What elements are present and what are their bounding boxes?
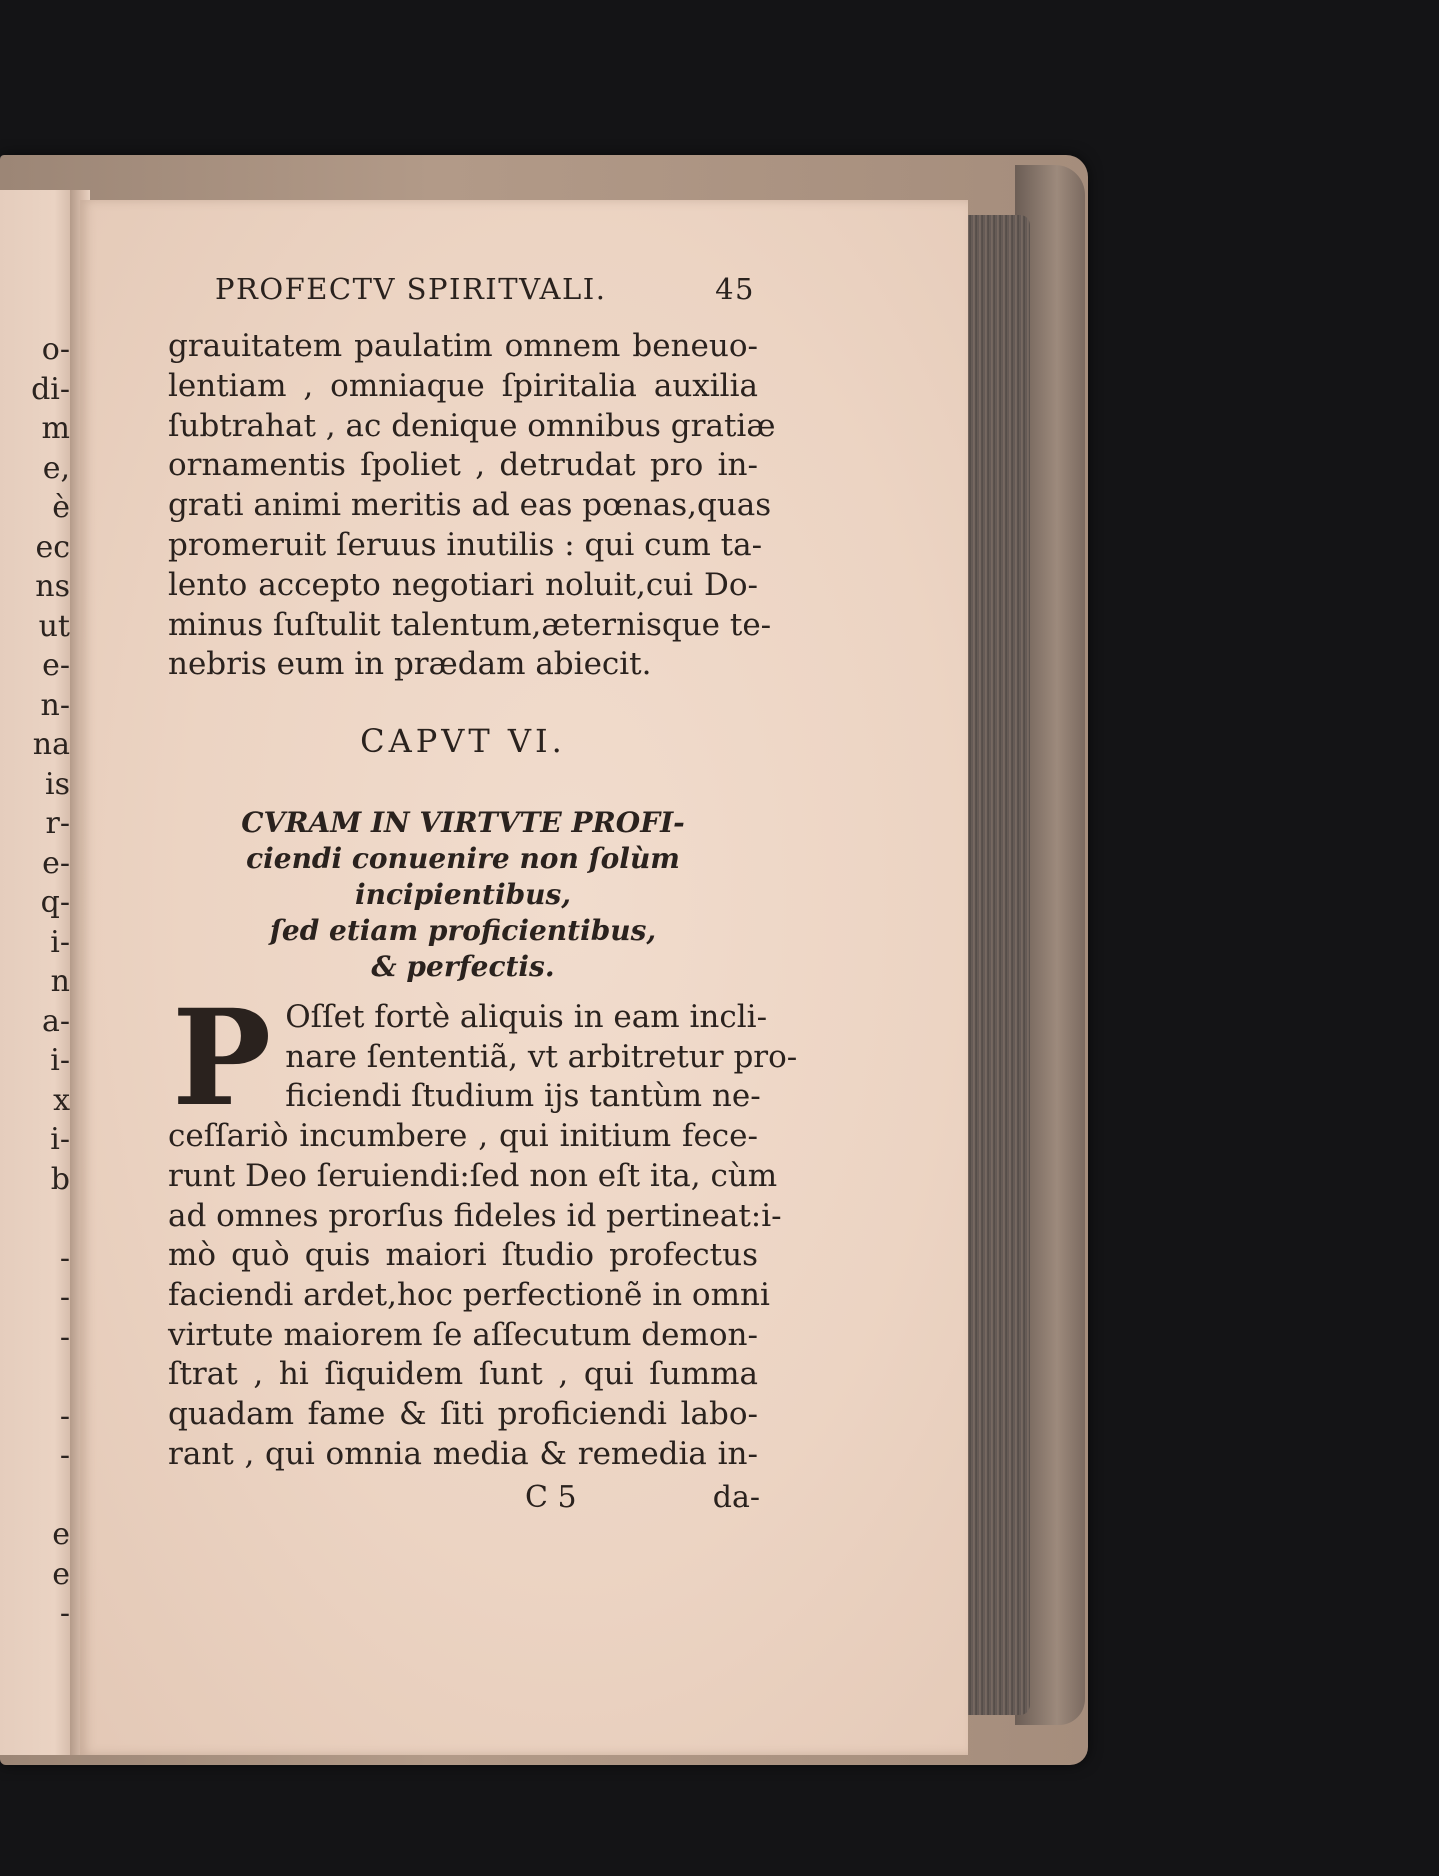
running-head-title: PROFECTV SPIRITVALI. — [215, 272, 607, 306]
left-page-fragment — [0, 1199, 70, 1239]
left-page-fragment: i- — [50, 1122, 70, 1157]
subtitle-line: CVRAM IN VIRTVTE PROFI- — [241, 806, 685, 839]
left-page-fragment: - — [59, 1240, 70, 1276]
paragraph-2-line: Oſſet fortè aliquis in eam incli- — [285, 999, 768, 1035]
left-page-fragment: e, — [42, 450, 70, 486]
left-page-fragment: e- — [42, 648, 70, 683]
subtitle-line: ciendi conuenire non ſolùm incipientibus, — [246, 842, 680, 911]
paragraph-1-line: ornamentis ſpoliet , detrudat pro in- — [168, 447, 758, 484]
left-page-fragment: n- — [40, 687, 70, 723]
paragraph-2 — [168, 981, 798, 1474]
paragraph-1 — [168, 327, 776, 685]
left-page-fragment: m — [41, 411, 70, 446]
page-footer — [525, 1480, 760, 1515]
left-page-fragment: di- — [31, 371, 70, 407]
paragraph-2-line: ad omnes prorſus fideles id pertineat:i- — [168, 1197, 782, 1234]
drop-cap: P — [172, 981, 272, 1136]
left-page-fragment — [0, 1357, 70, 1397]
page-edges — [960, 215, 1030, 1715]
left-page-fragment: - — [59, 1319, 70, 1355]
paragraph-2-line: mò quò quis maiori ſtudio profectus — [168, 1237, 758, 1274]
left-page-fragment: b — [50, 1161, 70, 1197]
left-page-fragment: e — [52, 1517, 70, 1552]
subtitle-line: & perfectis. — [371, 950, 555, 983]
catchword: da- — [712, 1480, 760, 1515]
signature-mark: C 5 — [525, 1480, 577, 1515]
left-page-fragment: i- — [50, 924, 70, 960]
left-page-fragment: - — [59, 1280, 70, 1315]
page-number: 45 — [715, 272, 755, 306]
left-page-fragment: o- — [41, 332, 70, 367]
paragraph-1-line: promeruit ſeruus inutilis : qui cum ta- — [168, 526, 763, 563]
paragraph-2-line: ficiendi ſtudium ijs tantùm ne- — [285, 1078, 761, 1115]
paragraph-1-line: lento accepto negotiari noluit,cui Do- — [168, 566, 758, 603]
left-page-fragment: is — [45, 766, 70, 802]
left-page-fragment — [0, 1476, 70, 1516]
paragraph-1-line: ſubtrahat , ac denique omnibus gratiæ — [168, 407, 776, 444]
left-page-fragment: q- — [40, 885, 70, 920]
paragraph-2-line: virtute maiorem ſe aſſecutum demon- — [168, 1316, 758, 1353]
left-page-fragment: a- — [41, 1003, 70, 1039]
left-page-fragment: ns — [35, 569, 70, 604]
paragraph-2-line: ceſſariò incumbere , qui initium fece- — [168, 1118, 758, 1155]
left-page-fragment: ec — [35, 529, 70, 565]
paragraph-1-line: minus ſuſtulit talentum,æternisque te- — [168, 606, 772, 643]
left-page-fragment: x — [53, 1082, 70, 1118]
left-page-fragment: i- — [50, 1043, 70, 1078]
paragraph-2-line: runt Deo ſeruiendi:ſed non eſt ita, cùm — [168, 1157, 778, 1194]
chapter-subtitle — [168, 805, 758, 985]
paragraph-2-line: ſtrat , hi ſiquidem ſunt , qui ſumma — [168, 1356, 758, 1393]
paragraph-2-line: rant , qui omnia media & remedia in- — [168, 1435, 758, 1472]
running-head — [215, 272, 755, 306]
paragraph-1-line: grati animi meritis ad eas pœnas,quas — [168, 487, 772, 524]
left-page-fragment: e — [52, 1556, 70, 1592]
left-page-text-fragments — [0, 330, 70, 1634]
paragraph-1-line: lentiam , omniaque ſpiritalia auxilia — [168, 367, 758, 404]
paragraph-2-line: quadam fame & ſiti proficiendi labo- — [168, 1396, 758, 1433]
left-page-fragment: ut — [38, 608, 70, 644]
paragraph-1-line: nebris eum in prædam abiecit. — [168, 646, 652, 683]
paragraph-2-line: faciendi ardet,hoc perfectionẽ in omni — [168, 1276, 770, 1313]
left-page-fragment: n — [50, 964, 70, 999]
paragraph-2-line: nare ſententiã, vt arbitretur pro- — [285, 1038, 798, 1075]
paragraph-1-line: grauitatem paulatim omnem beneuo- — [168, 328, 758, 364]
left-page-fragment: è — [52, 490, 70, 525]
left-page-fragment: r- — [45, 806, 70, 841]
left-page-fragment: na — [32, 727, 70, 762]
left-page-fragment: - — [59, 1596, 70, 1631]
chapter-heading: CAPVT VI. — [360, 722, 566, 760]
left-page-fragment: - — [59, 1398, 70, 1434]
left-page-fragment: - — [59, 1438, 70, 1473]
left-page-fragment: e- — [42, 845, 70, 881]
subtitle-line: ſed etiam proficientibus, — [269, 914, 657, 947]
